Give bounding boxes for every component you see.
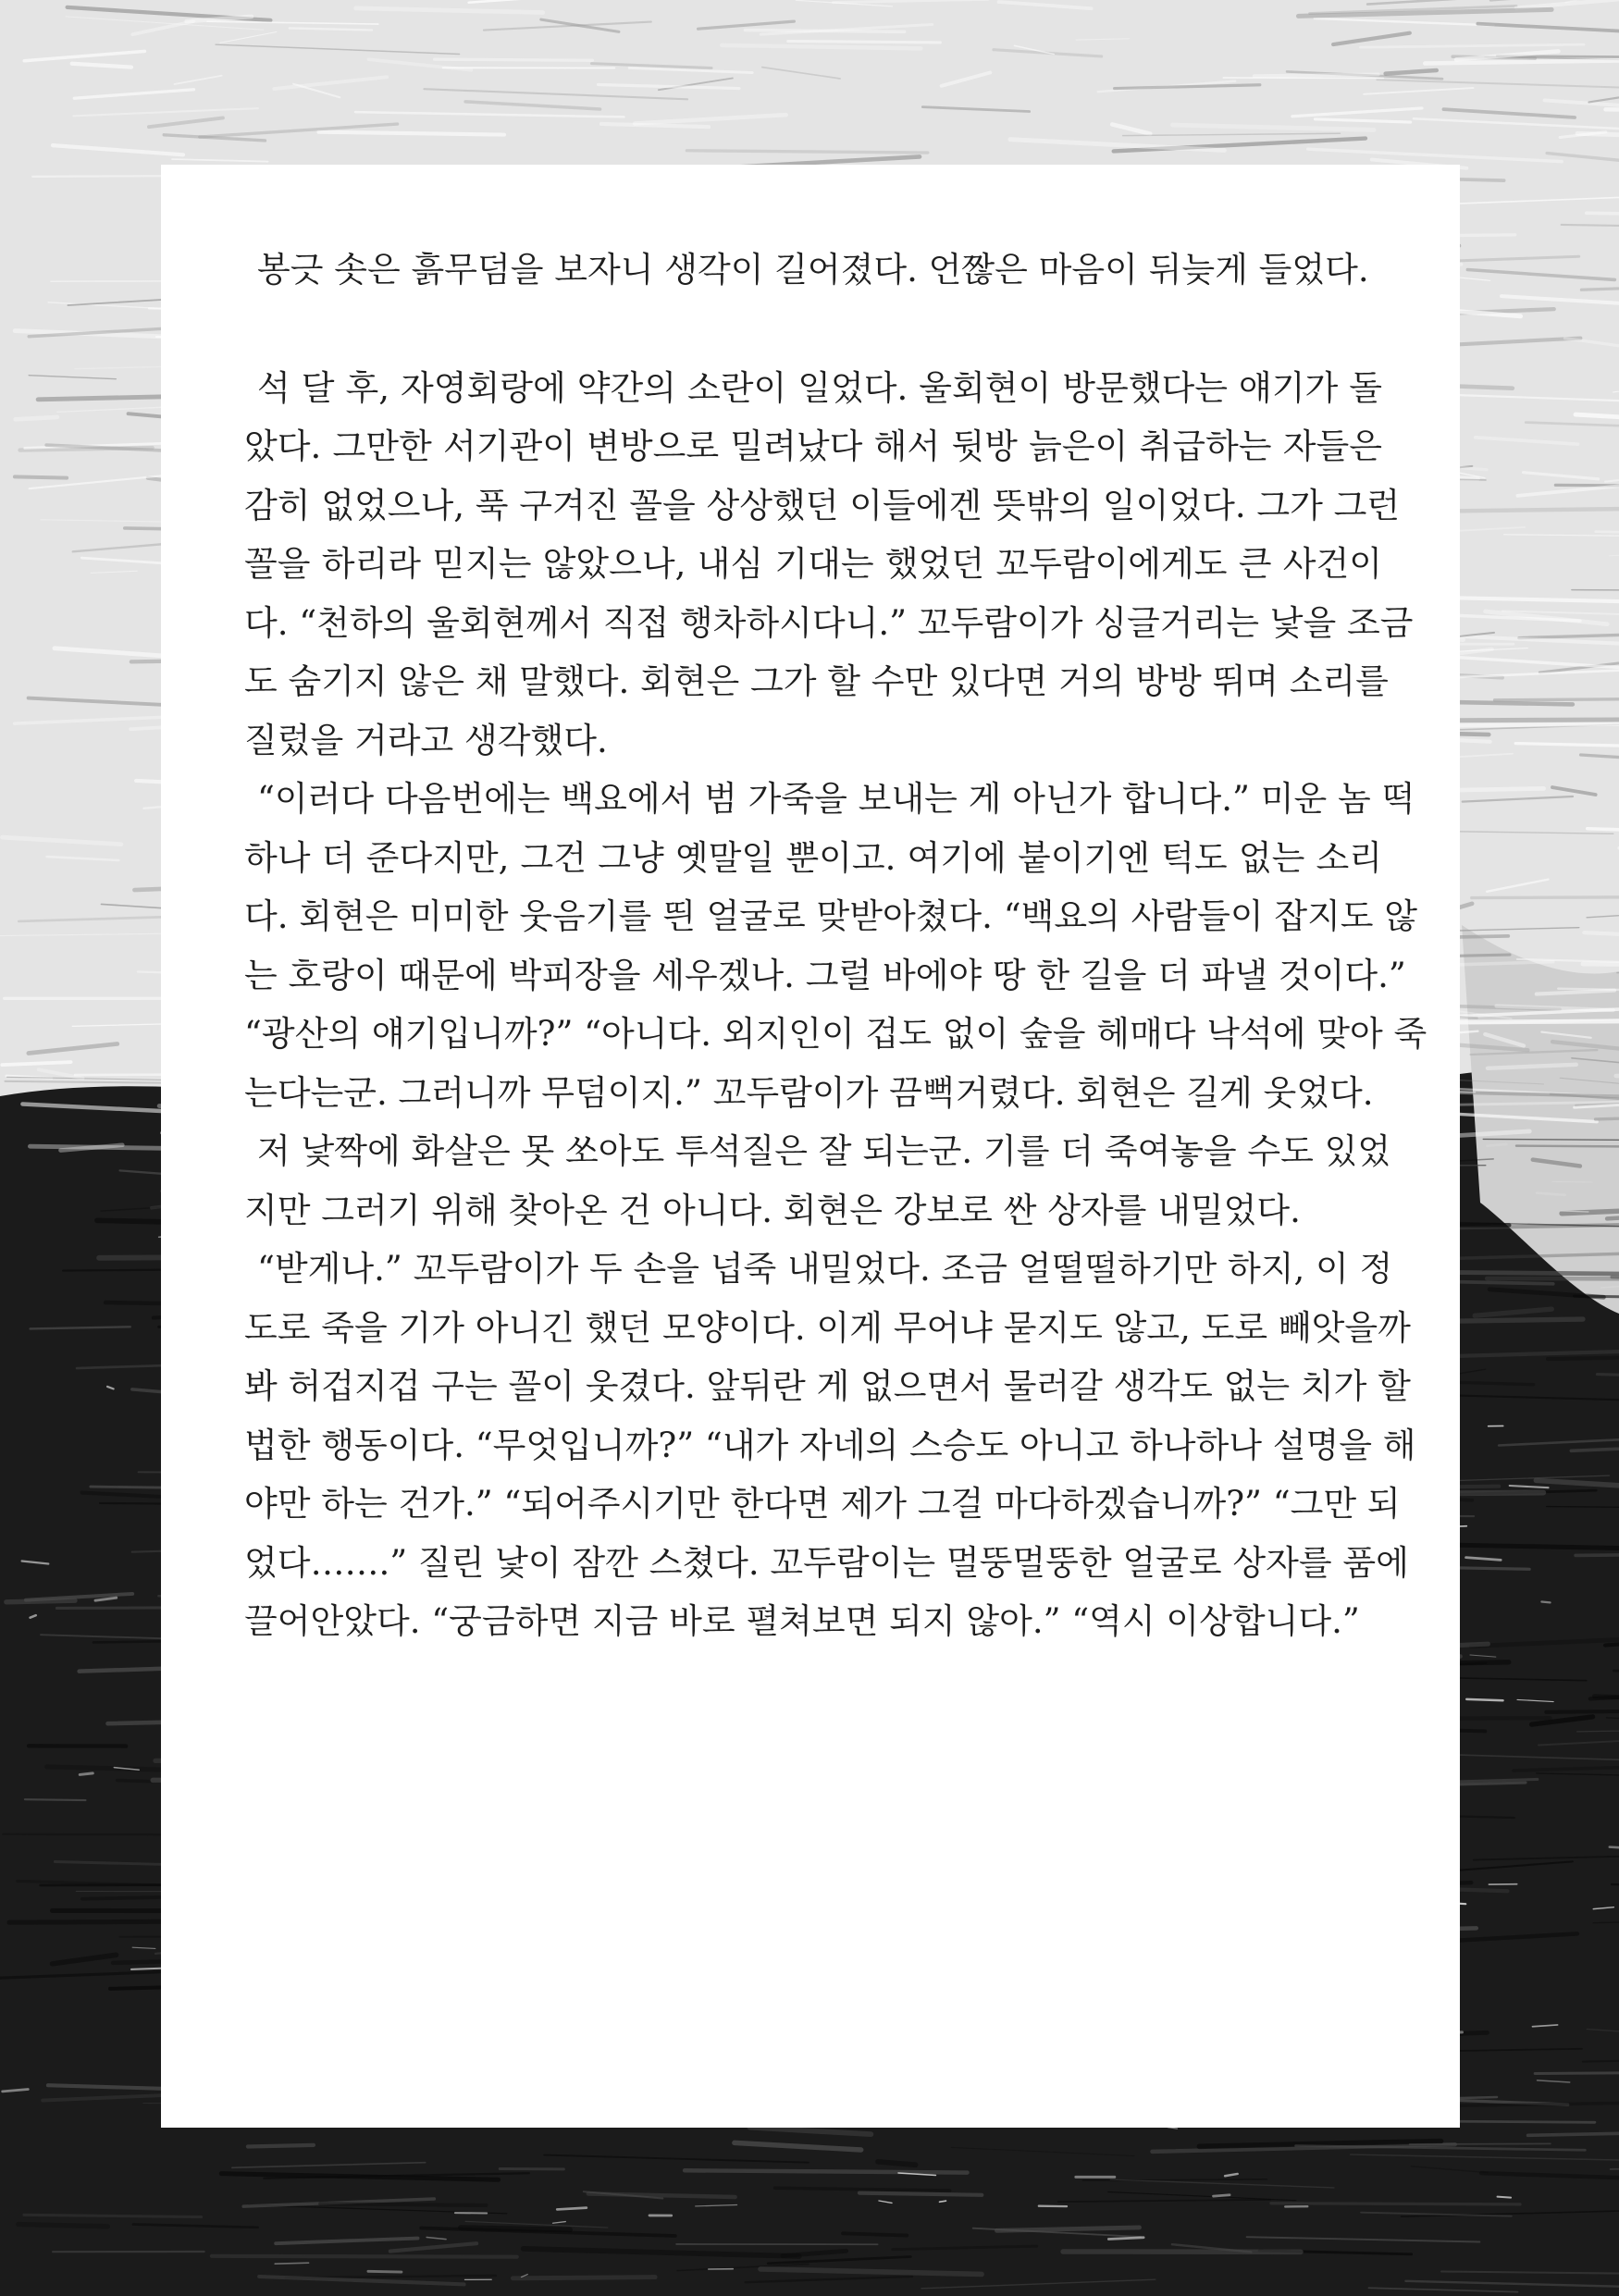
paper-sheet [161, 165, 1460, 2128]
text-line: 끌어안았다. “궁금하면 지금 바로 펼쳐보면 되지 않아.” “역시 이상합니다.” [244, 1601, 1360, 1641]
paragraph [244, 359, 1414, 771]
text-line: 봐 허겁지겁 구는 꼴이 웃겼다. 앞뒤란 게 없으면서 물러갈 생각도 없는 치가 할 [244, 1366, 1411, 1406]
text-line: “받게나.” 꼬두람이가 두 손을 넙죽 내밀었다. 조금 얼떨떨하기만 하지, 이 정 [257, 1249, 1393, 1289]
text-line: 도로 죽을 기가 아니긴 했던 모양이다. 이게 무어냐 묻지도 않고, 도로 빼앗을까 [244, 1307, 1411, 1348]
text-line: 았다. 그만한 서기관이 변방으로 밀려났다 해서 뒷방 늙은이 취급하는 자들은 [244, 426, 1382, 466]
text-line: 꼴을 하리라 믿지는 않았으나, 내심 기대는 했었던 꼬두람이에게도 큰 사건이 [244, 544, 1382, 584]
text-line: “광산의 얘기입니까?” “아니다. 외지인이 겁도 없이 숲을 헤매다 낙석에 맞아 죽 [244, 1014, 1427, 1054]
text-line: 다. 회현은 미미한 웃음기를 띈 얼굴로 맞받아쳤다. “백요의 사람들이 잡지도 않 [244, 896, 1418, 936]
text-line: 석 달 후, 자영회랑에 약간의 소란이 일었다. 울회현이 방문했다는 얘기가 돌 [257, 367, 1382, 408]
text-line: 하나 더 준다지만, 그건 그냥 옛말일 뿐이고. 여기에 붙이기엔 턱도 없는 소리 [244, 837, 1382, 878]
text-line: 다. “천하의 울회현께서 직접 행차하시다니.” 꼬두람이가 싱글거리는 낯을 조금 [244, 602, 1414, 643]
text-line: “이러다 다음번에는 백요에서 범 가죽을 보내는 게 아닌가 합니다.” 미운 놈 떡 [257, 779, 1415, 819]
text-line: 봉긋 솟은 흙무덤을 보자니 생각이 길어졌다. 언짢은 마음이 뒤늦게 들었다. [257, 250, 1369, 290]
paragraph [244, 770, 1427, 1122]
text-line: 는 호랑이 때문에 박피장을 세우겠나. 그럴 바에야 땅 한 길을 더 파낼 것이다.” [244, 955, 1406, 995]
text-line: 저 낯짝에 화살은 못 쏘아도 투석질은 잘 되는군. 기를 더 죽여놓을 수도 있었 [257, 1131, 1391, 1171]
text-line: 법한 행동이다. “무엇입니까?” “내가 자네의 스승도 아니고 하나하나 설명을 해 [244, 1425, 1416, 1465]
text-line: 야만 하는 건가.” “되어주시기만 한다면 제가 그걸 마다하겠습니까?” “그만 되 [244, 1484, 1401, 1524]
body-text [244, 241, 1427, 1651]
text-line: 었다…….” 질린 낯이 잠깐 스쳤다. 꼬두람이는 멀뚱멀뚱한 얼굴로 상자를 품에 [244, 1542, 1409, 1583]
text-line: 지만 그러기 위해 찾아온 건 아니다. 회현은 강보로 싼 상자를 내밀었다. [244, 1190, 1301, 1230]
text-line: 도 숨기지 않은 채 말했다. 회현은 그가 할 수만 있다면 거의 방방 뛰며 소리를 [244, 661, 1389, 701]
text-line: 질렀을 거라고 생각했다. [244, 720, 608, 760]
paragraph [244, 1122, 1391, 1240]
paragraph [244, 241, 1382, 300]
paragraph [244, 1240, 1416, 1651]
text-line: 는다는군. 그러니까 무덤이지.” 꼬두람이가 끔뻑거렸다. 회현은 길게 웃었다. [244, 1072, 1374, 1113]
text-line: 감히 없었으나, 푹 구겨진 꼴을 상상했던 이들에겐 뜻밖의 일이었다. 그가 그런 [244, 485, 1401, 525]
paragraph-gap [244, 300, 1382, 359]
